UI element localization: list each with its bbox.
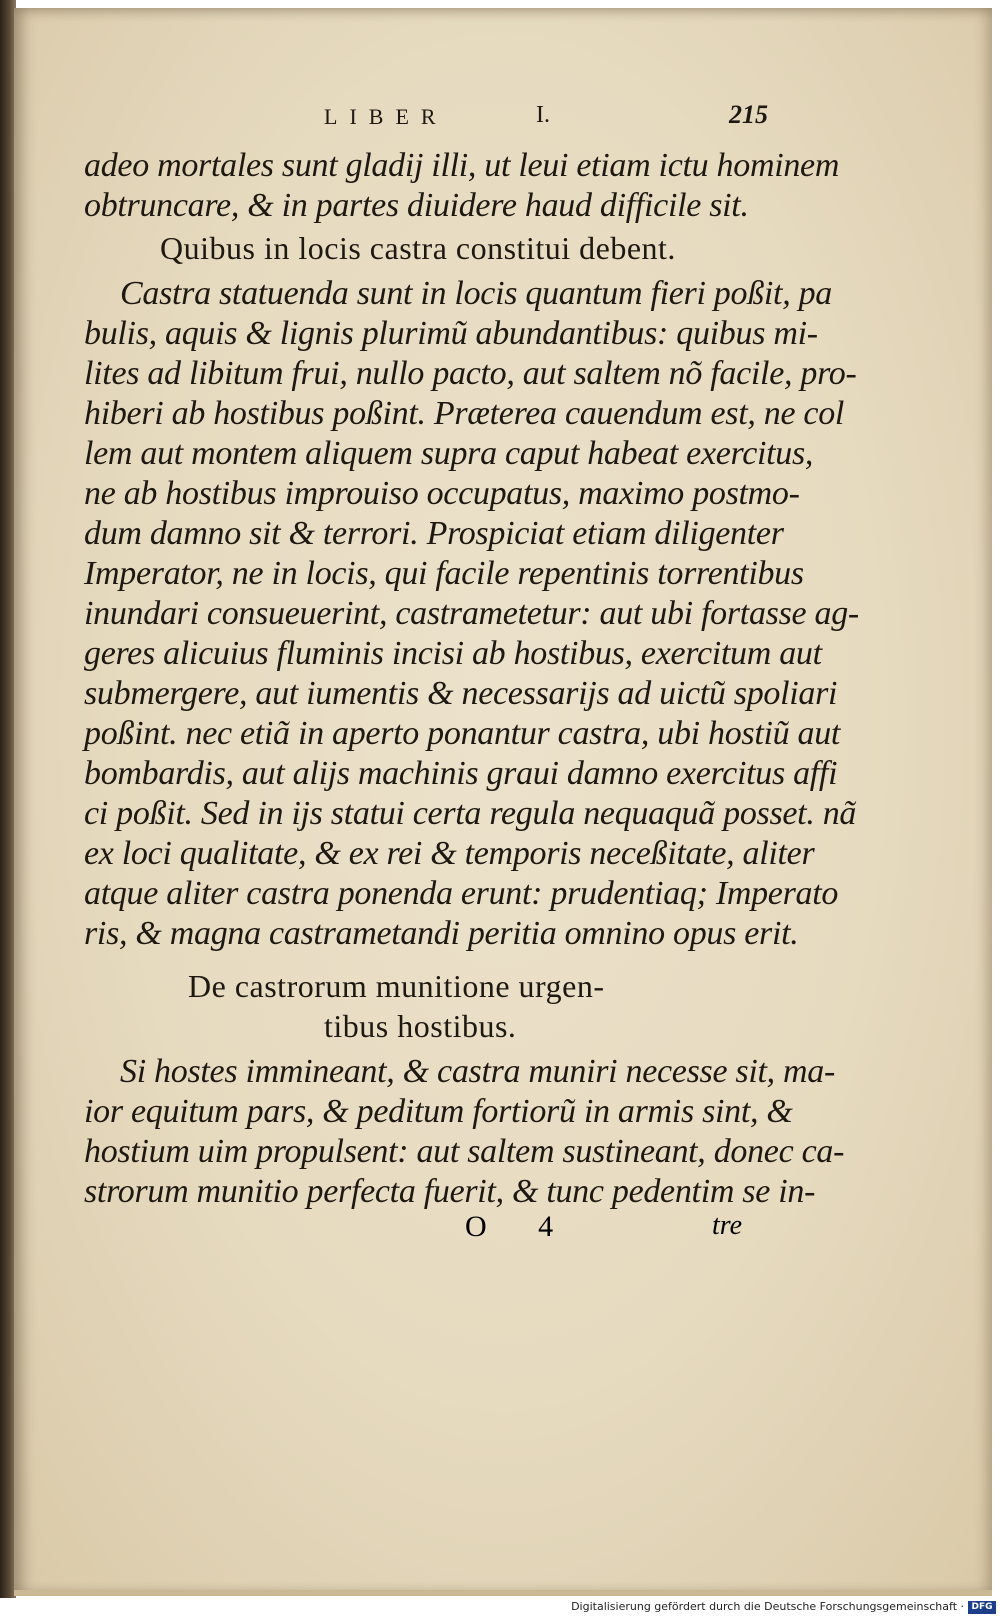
text-line: geres alicuius fluminis incisi ab hostibus, exercitum aut <box>84 635 822 672</box>
text-line: lites ad libitum frui, nullo pacto, aut saltem nõ facile, pro- <box>84 355 857 392</box>
text-line: inundari consueuerint, castrametetur: aut ubi fortasse ag- <box>84 595 859 632</box>
text-line: atque aliter castra ponenda erunt: prudentiaq; Imperato <box>84 875 839 912</box>
dfg-logo-icon: DFG <box>968 1601 996 1614</box>
text-line: submergere, aut iumentis & necessarijs ad uictũ spoliari <box>84 675 838 712</box>
page-bottom-edge <box>14 1590 992 1596</box>
text-line: bulis, aquis & lignis plurimũ abundantibus: quibus mi- <box>84 315 818 352</box>
catchword: tre <box>712 1210 743 1241</box>
running-title: LIBER <box>324 104 448 129</box>
text-line: ci poßit. Sed in ijs statui certa regula nequaquã posset. nã <box>84 795 857 832</box>
page-header <box>84 100 774 136</box>
digitization-credit: Digitalisierung gefördert durch die Deutsche Forschungsgemeinschaft · <box>571 1600 964 1613</box>
text-line: ior equitum pars, & peditum fortiorũ in armis sint, & <box>84 1093 793 1130</box>
text-line: hiberi ab hostibus poßint. Præterea cauendum est, ne col <box>84 395 845 432</box>
text-line: bombardis, aut alijs machinis graui damno exercitus affi <box>84 755 838 792</box>
signature-mark: O 4 <box>465 1210 576 1243</box>
text-line: adeo mortales sunt gladij illi, ut leui etiam ictu hominem <box>84 147 840 184</box>
text-line: Castra statuenda sunt in locis quantum fieri poßit, pa <box>120 275 832 312</box>
book-number: I. <box>536 102 550 128</box>
text-line: ne ab hostibus improuiso occupatus, maximo postmo- <box>84 475 800 512</box>
text-line: ris, & magna castrametandi peritia omnino opus erit. <box>84 915 799 952</box>
text-line: poßint. nec etiã in aperto ponantur castra, ubi hostiũ aut <box>84 715 841 752</box>
section-heading: Quibus in locis castra constitui debent. <box>160 230 676 266</box>
text-line: lem aut montem aliquem supra caput habeat exercitus, <box>84 435 814 472</box>
section-heading: De castrorum munitione urgen- <box>188 968 605 1004</box>
folio-number: 215 <box>729 100 768 129</box>
text-line: strorum munitio perfecta fuerit, & tunc pedentim se in- <box>84 1173 816 1210</box>
section-heading: tibus hostibus. <box>324 1008 517 1044</box>
text-line: ex loci qualitate, & ex rei & temporis neceßitate, aliter <box>84 835 815 872</box>
text-line: obtruncare, & in partes diuidere haud difficile sit. <box>84 187 749 224</box>
text-line: Si hostes immineant, & castra muniri necesse sit, ma- <box>120 1053 836 1090</box>
text-line: Imperator, ne in locis, qui facile repentinis torrentibus <box>84 555 804 592</box>
text-line: hostium uim propulsent: aut saltem sustineant, donec ca- <box>84 1133 845 1170</box>
text-line: dum damno sit & terrori. Prospiciat etiam diligenter <box>84 515 784 552</box>
